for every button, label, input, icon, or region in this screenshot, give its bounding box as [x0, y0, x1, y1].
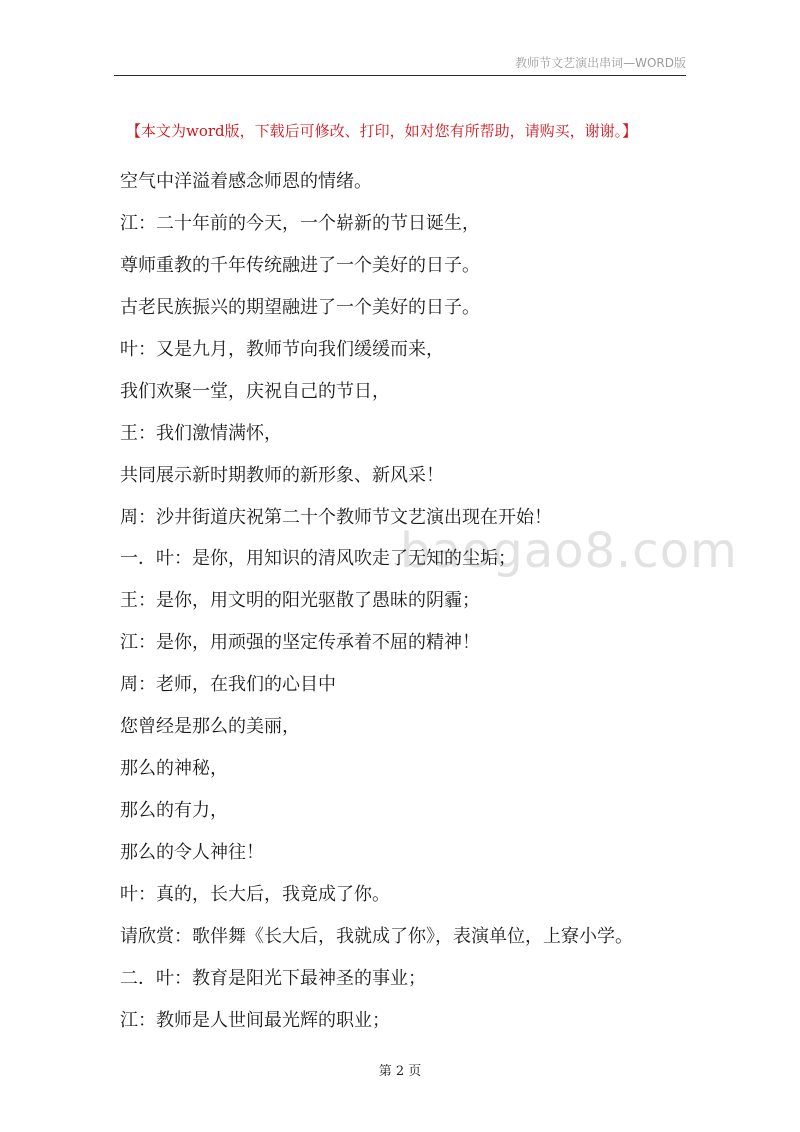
text-line: 一．叶：是你，用知识的清风吹走了无知的尘垢；	[120, 548, 516, 570]
header-rule	[114, 75, 686, 76]
watermark: baogao8.com	[400, 523, 738, 579]
text-line: 周：老师，在我们的心目中	[120, 674, 336, 696]
text-line: 江：是你，用顽强的坚定传承着不屈的精神！	[120, 632, 480, 654]
text-line: 王：是你，用文明的阳光驱散了愚昧的阴霾；	[120, 590, 480, 612]
text-line: 那么的神秘，	[120, 758, 228, 780]
text-line: 王：我们激情满怀，	[120, 422, 282, 444]
text-line: 古老民族振兴的期望融进了一个美好的日子。	[120, 296, 480, 318]
text-line: 江：教师是人世间最光辉的职业；	[120, 1009, 390, 1031]
text-line: 江：二十年前的今天，一个崭新的节日诞生，	[120, 212, 480, 234]
text-line: 您曾经是那么的美丽，	[120, 716, 300, 738]
text-line: 请欣赏：歌伴舞《长大后，我就成了你》，表演单位，上寮小学。	[120, 925, 633, 947]
header-title: 教师节文艺演出串词—WORD版	[515, 56, 686, 70]
text-line: 周：沙井街道庆祝第二十个教师节文艺演出现在开始！	[120, 506, 552, 528]
document-body	[120, 168, 720, 1049]
text-line: 叶：真的，长大后，我竟成了你。	[120, 883, 390, 905]
purchase-notice: 【本文为word版，下载后可修改、打印，如对您有所帮助，请购买，谢谢。】	[126, 122, 638, 140]
text-line: 二．叶：教育是阳光下最神圣的事业；	[120, 967, 426, 989]
text-line: 我们欢聚一堂，庆祝自己的节日，	[120, 380, 390, 402]
text-line: 空气中洋溢着感念师恩的情绪。	[120, 171, 372, 192]
text-line: 共同展示新时期教师的新形象、新风采！	[120, 464, 444, 486]
text-line: 尊师重教的千年传统融进了一个美好的日子。	[120, 254, 480, 276]
text-line: 那么的令人神往！	[120, 842, 264, 863]
page-number: 第 2 页	[378, 1064, 422, 1079]
text-line: 叶：又是九月，教师节向我们缓缓而来，	[120, 338, 444, 360]
text-line: 那么的有力，	[120, 800, 228, 822]
